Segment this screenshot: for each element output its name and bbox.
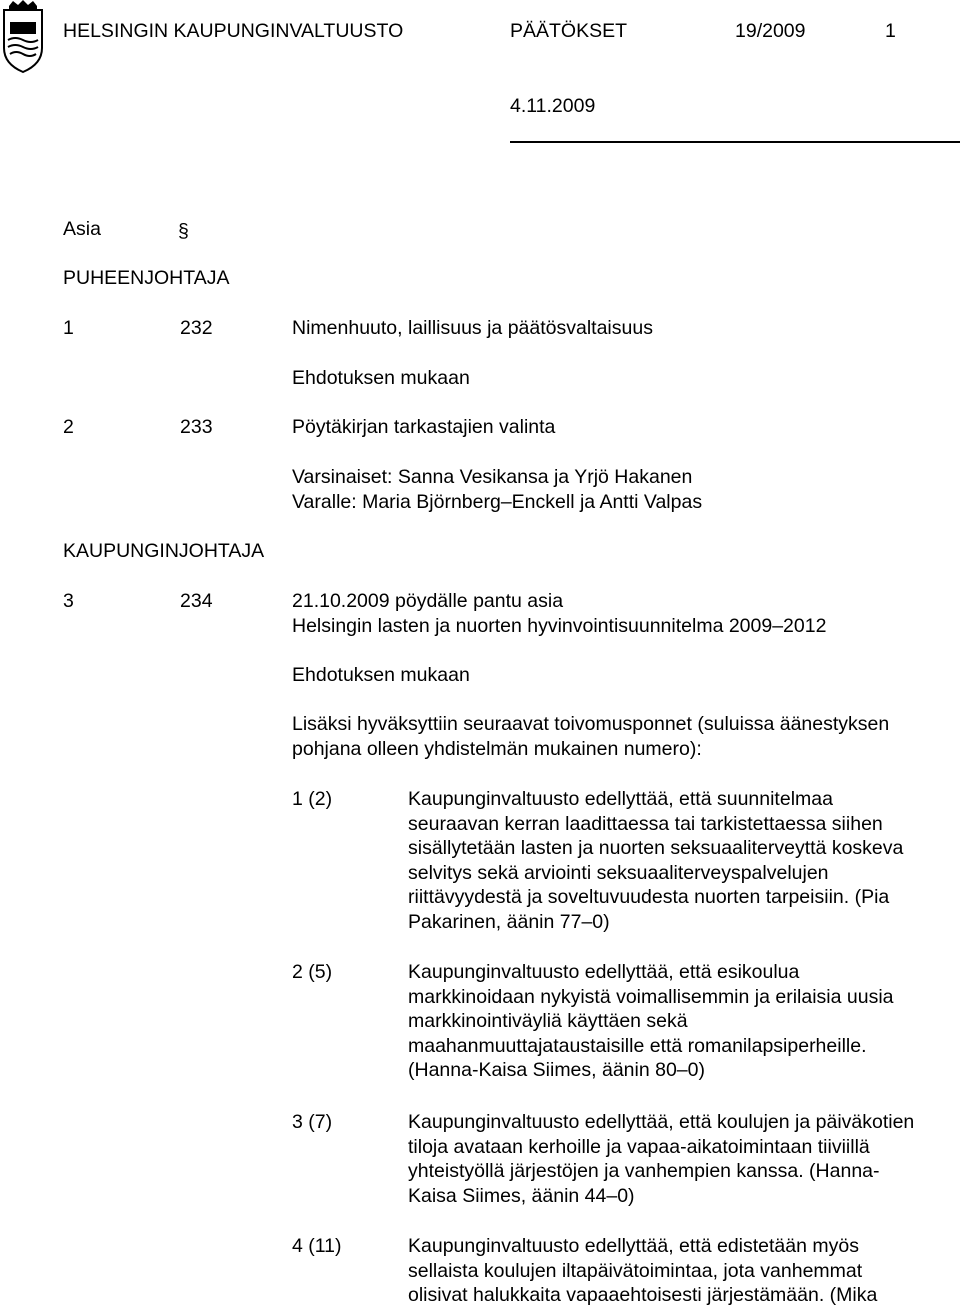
ponsi-3-label: 3 (7) [292,1111,333,1133]
header-date: 4.11.2009 [510,95,596,117]
header-rule [510,141,960,143]
helsinki-crest-icon [0,0,46,74]
section-symbol: § [178,220,189,242]
ponsi-3-line: Kaupunginvaltuusto edellyttää, että koulujen ja päiväkotien [408,1111,915,1133]
ponsi-1-line: sisällytetään lasten ja nuorten seksuaaliterveyttä koskeva [408,837,904,859]
ponsi-4-line: olisivat halukkaita vapaaehtoisesti järjestämään. (Mika [408,1284,878,1306]
ponsi-1-label: 1 (2) [292,788,333,810]
header-page: 1 [885,20,896,42]
ponsi-3-text [408,1110,914,1208]
ponsi-4-line: sellaista koulujen iltapäivätoimintaa, jota vanhemmat [408,1259,863,1282]
item-1-title: Nimenhuuto, laillisuus ja päätösvaltaisuus [292,317,653,339]
item-3-pykala: 234 [180,590,213,612]
ponsi-1-text [408,787,903,934]
header-number: 19/2009 [735,20,806,42]
header-doc-type: PÄÄTÖKSET [510,20,628,42]
header-org: HELSINGIN KAUPUNGINVALTUUSTO [63,20,404,42]
ponsi-2-text [408,960,894,1083]
ponsi-4-text [408,1234,877,1308]
item-2-members-line1: Varsinaiset: Sanna Vesikansa ja Yrjö Hakanen [292,466,693,488]
ponsi-3-line: Kaisa Siimes, äänin 44–0) [408,1184,635,1207]
item-3-decision: Ehdotuksen mukaan [292,664,470,686]
ponsi-2-line: (Hanna-Kaisa Siimes, äänin 80–0) [408,1059,705,1081]
ponsi-1-line: Pakarinen, äänin 77–0) [408,910,610,933]
ponsi-2-line: markkinointiväyliä käyttäen sekä [408,1010,688,1032]
item-1-number: 1 [63,317,74,339]
asia-label: Asia [63,218,101,240]
kaupunginjohtaja-heading: KAUPUNGINJOHTAJA [63,540,265,562]
ponsi-3-line: tiloja avataan kerhoille ja vapaa-aikatoimintaan tiiviillä [408,1135,870,1158]
ponsi-1-line: selvitys sekä arviointi seksuaaliterveyspalvelujen [408,861,829,884]
ponsi-2-line: maahanmuuttajataustaisille että romanilapsiperheille. [408,1034,867,1057]
item-3-title-line1: 21.10.2009 pöydälle pantu asia [292,590,564,612]
item-3-intro-line2: pohjana olleen yhdistelmän mukainen numero): [292,738,702,760]
ponsi-1-line: Kaupunginvaltuusto edellyttää, että suunnitelmaa [408,788,833,810]
ponsi-2-line: markkinoidaan nykyistä voimallisemmin ja erilaisia uusia [408,985,894,1008]
ponsi-1-line: riittävyydestä ja soveltuvuudesta nuorten tarpeisiin. (Pia [408,886,890,908]
item-2-number: 2 [63,416,74,438]
ponsi-4-label: 4 (11) [292,1235,342,1257]
item-1-pykala: 232 [180,317,213,339]
ponsi-2-label: 2 (5) [292,961,333,983]
ponsi-2-line: Kaupunginvaltuusto edellyttää, että esikoulua [408,961,800,983]
item-2-pykala: 233 [180,416,213,438]
item-3-intro-line1: Lisäksi hyväksyttiin seuraavat toivomusponnet (suluissa äänestyksen [292,713,890,735]
item-2-title: Pöytäkirjan tarkastajien valinta [292,416,556,438]
item-1-decision: Ehdotuksen mukaan [292,367,470,389]
item-3-number: 3 [63,590,74,612]
ponsi-4-line: Kaupunginvaltuusto edellyttää, että edistetään myös [408,1235,859,1257]
ponsi-1-line: seuraavan kerran laadittaessa tai tarkistettaessa siihen [408,812,883,835]
item-3-title-line2: Helsingin lasten ja nuorten hyvinvointisuunnitelma 2009–2012 [292,615,827,637]
ponsi-3-line: yhteistyöllä järjestöjen ja vanhempien kanssa. (Hanna- [408,1160,880,1182]
puheenjohtaja-heading: PUHEENJOHTAJA [63,267,230,289]
item-2-members-line2: Varalle: Maria Björnberg–Enckell ja Antti Valpas [292,491,703,513]
